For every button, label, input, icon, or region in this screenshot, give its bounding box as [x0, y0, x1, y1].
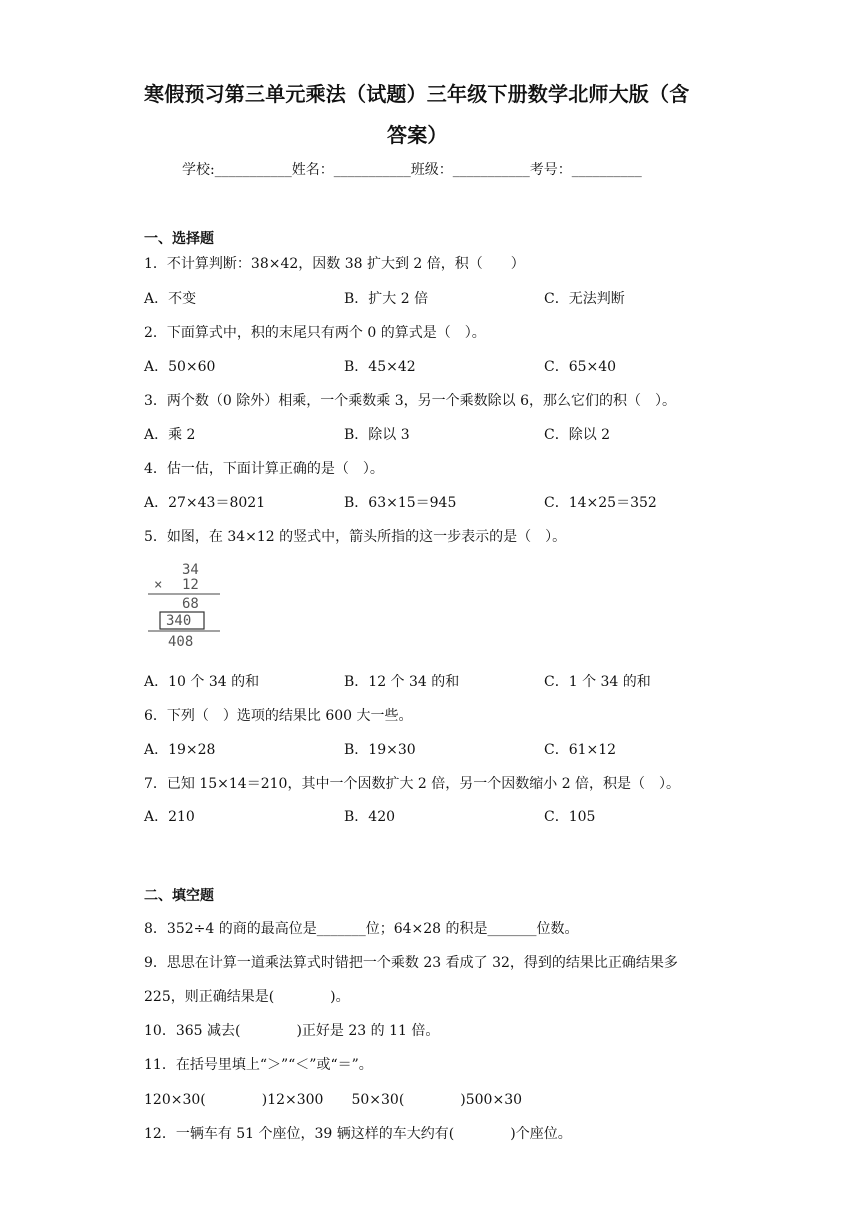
q5-option-b: B．12 个 34 的和 [344, 674, 460, 690]
question-12: 12．一辆车有 51 个座位，39 辆这样的车大约有( )个座位。 [144, 1126, 572, 1142]
question-8: 8．352÷4 的商的最高位是_______位；64×28 的积是_______位数。 [144, 921, 579, 937]
vertical-multiplication-figure [142, 561, 224, 649]
q7-option-b: B．420 [344, 809, 396, 825]
q4-option-a: A．27×43＝8021 [144, 495, 266, 511]
q6-option-a: A．19×28 [144, 742, 216, 758]
section-heading-choice: 一、选择题 [144, 231, 214, 247]
q3-option-a: A．乘 2 [144, 427, 196, 443]
page-title-line1: 寒假预习第三单元乘法（试题）三年级下册数学北师大版（含 [144, 82, 690, 106]
q4-option-b: B．63×15＝945 [344, 495, 457, 511]
q3-option-c: C．除以 2 [544, 427, 611, 443]
question-11: 11．在括号里填上“＞”“＜”或“＝”。 [144, 1057, 373, 1073]
q2-option-c: C．65×40 [544, 359, 617, 375]
question-4: 4．估一估，下面计算正确的是（ ）。 [144, 461, 384, 477]
q6-option-b: B．19×30 [344, 742, 416, 758]
q5-option-c: C．1 个 34 的和 [544, 674, 651, 690]
q1-option-a: A．不变 [144, 291, 197, 307]
question-9-line2: 225，则正确结果是( )。 [144, 989, 350, 1005]
fig-partial-product-1: 68 [182, 596, 199, 612]
question-7: 7．已知 15×14＝210，其中一个因数扩大 2 倍，另一个因数缩小 2 倍，积是（ ）。 [144, 776, 681, 792]
question-11-comparisons: 120×30( )12×300 50×30( )500×30 [144, 1092, 523, 1108]
q6-option-c: C．61×12 [544, 742, 617, 758]
q2-option-b: B．45×42 [344, 359, 416, 375]
fig-multiplicand: 34 [182, 562, 199, 578]
q1-option-b: B．扩大 2 倍 [344, 291, 429, 307]
q5-option-a: A．10 个 34 的和 [144, 674, 260, 690]
question-9-line1: 9．思思在计算一道乘法算式时错把一个乘数 23 看成了 32，得到的结果比正确结果多 [144, 955, 678, 971]
q4-option-c: C．14×25＝352 [544, 495, 657, 511]
q2-option-a: A．50×60 [144, 359, 216, 375]
question-2: 2．下面算式中，积的末尾只有两个 0 的算式是（ ）。 [144, 325, 486, 341]
question-10: 10．365 减去( )正好是 23 的 11 倍。 [144, 1023, 440, 1039]
q3-option-b: B．除以 3 [344, 427, 410, 443]
section-heading-fill: 二、填空题 [144, 888, 214, 904]
question-5: 5．如图，在 34×12 的竖式中，箭头所指的这一步表示的是（ ）。 [144, 529, 567, 545]
fig-result: 408 [168, 634, 194, 649]
fig-partial-product-2: 340 [166, 613, 192, 629]
question-6: 6．下列（ ）选项的结果比 600 大一些。 [144, 708, 413, 724]
page-title-line2: 答案） [387, 123, 448, 147]
question-3: 3．两个数（0 除外）相乘，一个乘数乘 3，另一个乘数除以 6，那么它们的积（ ）。 [144, 393, 676, 409]
q7-option-c: C．105 [544, 809, 596, 825]
question-1: 1．不计算判断：38×42，因数 38 扩大到 2 倍，积（ ） [144, 256, 525, 272]
q1-option-c: C．无法判断 [544, 291, 625, 307]
student-info-line: 学校:___________姓名：___________班级：___________考号：__________ [182, 162, 642, 178]
q7-option-a: A．210 [144, 809, 195, 825]
fig-multiplier: 12 [182, 577, 199, 593]
fig-times-sign: × [154, 577, 163, 593]
